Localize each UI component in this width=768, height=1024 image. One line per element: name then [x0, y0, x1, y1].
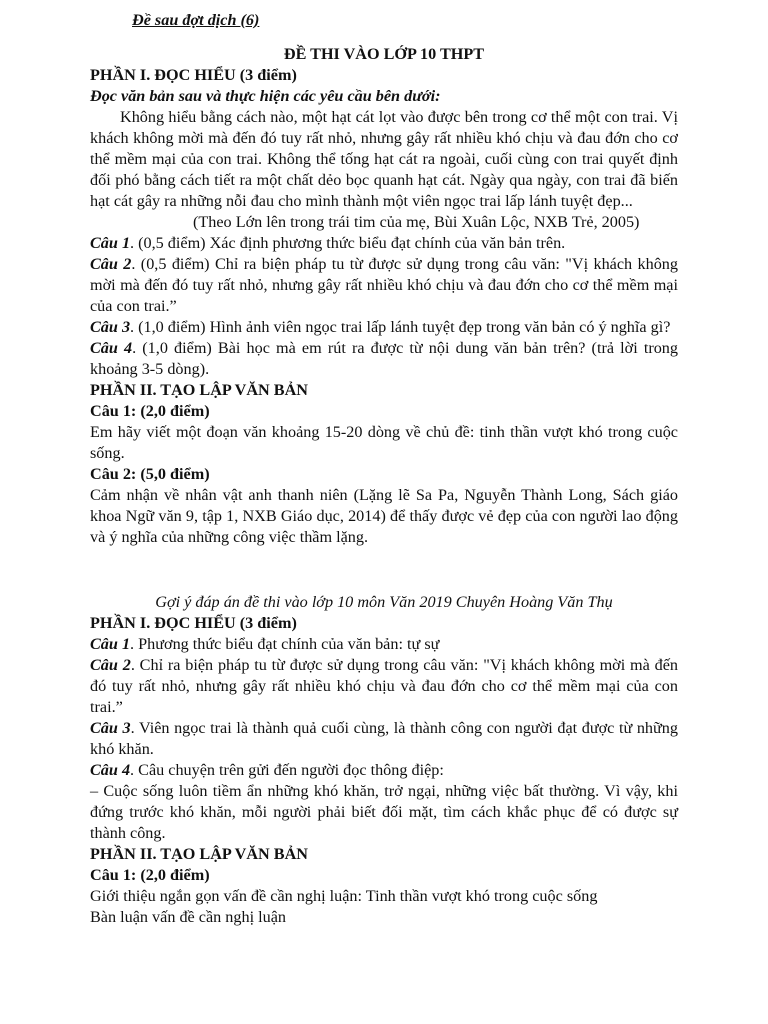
answer-q4-bullet: – Cuộc sống luôn tiềm ẩn những khó khăn, trở ngại, những việc bất thường. Vì vậy, khi đứng trước khó khăn, mỗi người phải biết đối mặt, tìm cách khắc phục để có được sự thành công. [90, 782, 678, 842]
question-label: Câu 1 [90, 234, 131, 252]
answer-item [90, 760, 678, 781]
exam-passage-source: (Theo Lớn lên trong trái tim của mẹ, Bùi Xuân Lộc, NXB Trẻ, 2005) [193, 213, 640, 231]
exam-part1-heading: PHẦN I. ĐỌC HIỂU (3 điểm) [90, 66, 297, 84]
question-label: Câu 4 [90, 339, 133, 357]
question-text: . (0,5 điểm) Xác định phương thức biểu đạt chính của văn bản trên. [130, 234, 566, 252]
answer-label: Câu 1 [90, 635, 131, 653]
answer-item [90, 718, 678, 760]
answer-text: . Viên ngọc trai là thành quả cuối cùng, là thành công con người đạt được từ những khó khăn. [90, 719, 678, 758]
question-label: Câu 3 [90, 318, 131, 336]
answer-text: . Phương thức biểu đạt chính của văn bản: tự sự [130, 635, 440, 653]
question-label: Câu 2 [90, 255, 132, 273]
question-text: . (1,0 điểm) Hình ảnh viên ngọc trai lấp lánh tuyệt đẹp trong văn bản có ý nghĩa gì? [130, 318, 671, 336]
answer-label: Câu 4 [90, 761, 131, 779]
section-spacer [90, 548, 678, 592]
exam-question [90, 254, 678, 317]
answer-p2-line: Bàn luận vấn đề cần nghị luận [90, 908, 286, 926]
header-note: Đề sau đợt dịch (6) [132, 11, 260, 29]
exam-title: ĐỀ THI VÀO LỚP 10 THPT [283, 45, 485, 63]
answers-title: Gợi ý đáp án đề thi vào lớp 10 môn Văn 2019 Chuyên Hoàng Văn Thụ [155, 593, 613, 611]
answer-label: Câu 3 [90, 719, 131, 737]
answers-part2-heading: PHẦN II. TẠO LẬP VĂN BẢN [90, 845, 308, 863]
exam-instruction: Đọc văn bản sau và thực hiện các yêu cầu bên dưới: [90, 87, 441, 105]
exam-p2-q1-heading: Câu 1: (2,0 điểm) [90, 402, 210, 420]
exam-p2-q1-text: Em hãy viết một đoạn văn khoảng 15-20 dòng về chủ đề: tinh thần vượt khó trong cuộc sống. [90, 423, 678, 462]
answers-part1-heading: PHẦN I. ĐỌC HIỂU (3 điểm) [90, 614, 297, 632]
question-text: . (0,5 điểm) Chỉ ra biện pháp tu từ được sử dụng trong câu văn: "Vị khách không mời mà đến đó tuy rất nhỏ, nhưng gây rất nhiều khó chịu và đau đớn cho cơ thể mềm mại của con trai.” [90, 255, 678, 315]
answers-p2-q1-heading: Câu 1: (2,0 điểm) [90, 866, 210, 884]
answer-item [90, 634, 678, 655]
question-text: . (1,0 điểm) Bài học mà em rút ra được từ nội dung văn bản trên? (trả lời trong khoảng 3-5 dòng). [90, 339, 678, 378]
answer-p2-line: Giới thiệu ngắn gọn vấn đề cần nghị luận: Tinh thần vượt khó trong cuộc sống [90, 887, 598, 905]
exam-question [90, 338, 678, 380]
exam-question [90, 233, 678, 254]
exam-p2-q2-heading: Câu 2: (5,0 điểm) [90, 465, 210, 483]
answer-label: Câu 2 [90, 656, 131, 674]
exam-p2-q2-text: Cảm nhận về nhân vật anh thanh niên (Lặng lẽ Sa Pa, Nguyễn Thành Long, Sách giáo khoa Ngữ văn 9, tập 1, NXB Giáo dục, 2014) để thấy được vẻ đẹp của con người lao động và ý nghĩa của những công việc thầm lặng. [90, 486, 678, 546]
exam-passage: Không hiểu bằng cách nào, một hạt cát lọt vào được bên trong cơ thể một con trai. Vị khách không mời mà đến đó tuy rất nhỏ, nhưng gây rất nhiều khó chịu và đau đớn cho cơ thể mềm mại của con trai. Không thể tống hạt cát ra ngoài, cuối cùng con trai quyết định đối phó bằng cách tiết ra một chất dẻo bọc quanh hạt cát. Ngày qua ngày, con trai đã biến hạt cát gây ra những nỗi đau cho mình thành một viên ngọc trai lấp lánh tuyệt đẹp... [90, 108, 678, 210]
answer-item [90, 655, 678, 718]
answer-text: . Câu chuyện trên gửi đến người đọc thông điệp: [130, 761, 444, 779]
exam-part2-heading: PHẦN II. TẠO LẬP VĂN BẢN [90, 381, 308, 399]
exam-question [90, 317, 678, 338]
answer-text: . Chỉ ra biện pháp tu từ được sử dụng trong câu văn: "Vị khách không mời mà đến đó tuy rất nhỏ, nhưng gây rất nhiều khó chịu và đau đớn cho cơ thể mềm mại của con trai.” [90, 656, 678, 716]
